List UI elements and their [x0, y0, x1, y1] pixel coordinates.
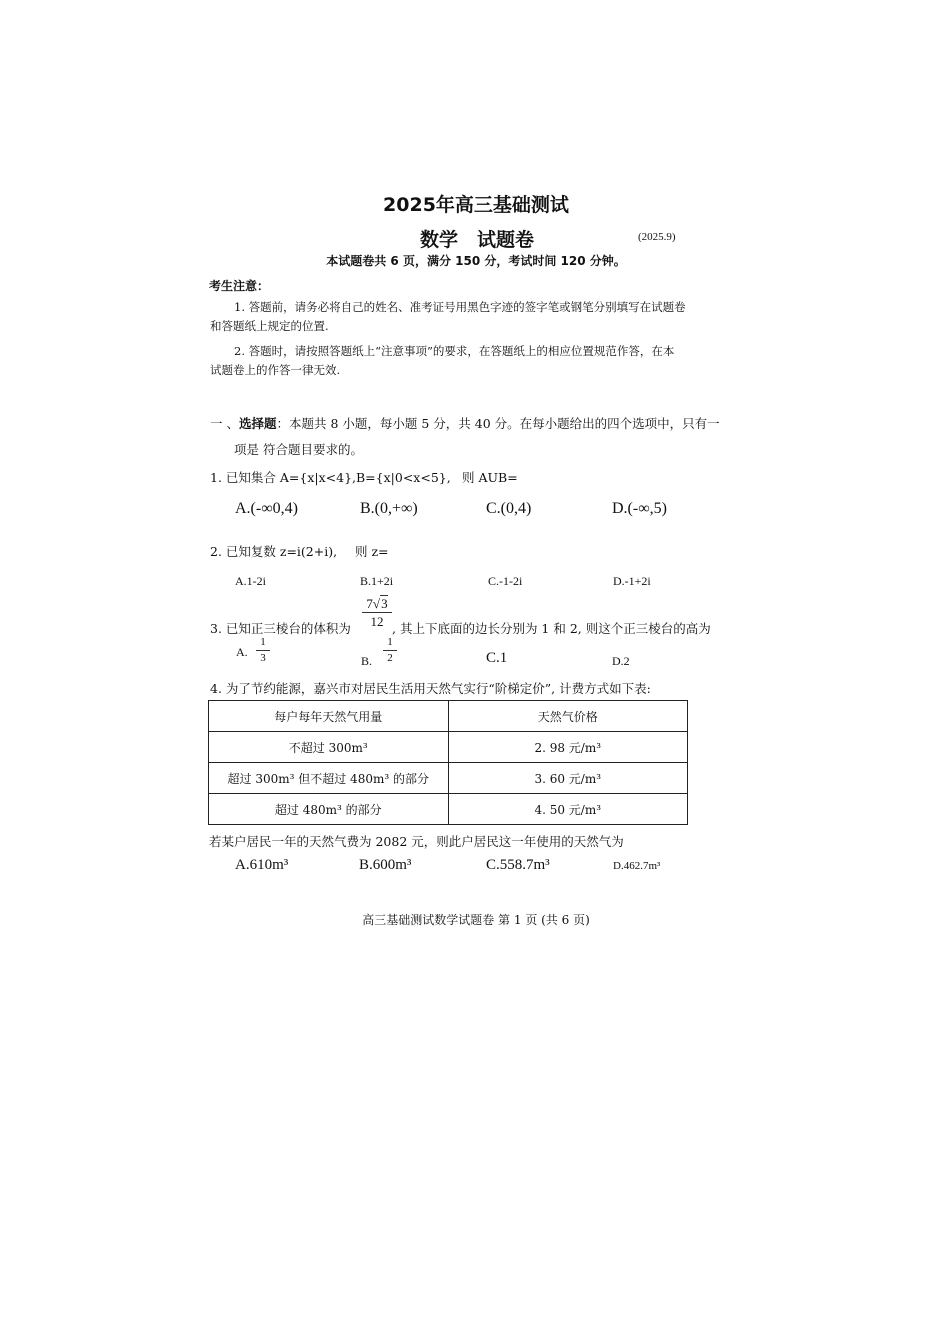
q1-stem: 1. 已知集合 A={x|x<4},B={x|0<x<5}, — [210, 470, 451, 485]
q3-option-b-label: B. — [361, 654, 373, 668]
notice-heading: 考生注意： — [209, 279, 270, 293]
q2-option-c: C.-1-2i — [488, 574, 523, 588]
q4-option-a: A.610m³ — [235, 857, 289, 873]
table-cell: 3. 60 元/m³ — [448, 763, 688, 794]
exam-info: 本试题卷共 6 页，满分 150 分，考试时间 120 分钟。 — [326, 254, 626, 268]
q2-stem-tail: 则 z= — [355, 544, 389, 559]
q4-option-b: B.600m³ — [359, 857, 412, 873]
q3-option-a-den: 3 — [260, 652, 266, 664]
notice-item-2: 2. 答题时，请按照答题纸上“注意事项”的要求，在答题纸上的相应位置规范作答，在本 — [234, 344, 675, 358]
q3-option-b-fraction — [383, 637, 397, 664]
notice-item-1-cont: 和答题纸上规定的位置. — [210, 319, 329, 333]
q3-stem-pre: 3. 已知正三棱台的体积为 — [210, 621, 351, 636]
table-cell: 不超过 300m³ — [209, 732, 449, 763]
q2-option-d: D.-1+2i — [613, 574, 651, 588]
table-row — [209, 732, 688, 763]
q2-option-a: A.1-2i — [235, 574, 266, 588]
notice-item-1: 1. 答题前，请务必将自己的姓名、准考证号用黑色字迹的签字笔或钢笔分别填写在试题卷 — [234, 300, 686, 314]
table-header-row — [209, 701, 688, 732]
q3-volume-radical: 3 — [381, 596, 388, 611]
section-desc-line2: 项是 符合题目要求的。 — [234, 442, 363, 457]
q3-option-a-num: 1 — [260, 636, 266, 648]
exam-title: 2025年高三基础测试 — [383, 194, 569, 216]
notice-item-2-cont: 试题卷上的作答一律无效. — [210, 363, 341, 377]
q3-option-a-fraction — [256, 637, 270, 664]
q2-stem: 2. 已知复数 z=i(2+i), — [210, 544, 338, 559]
q3-option-b-num: 1 — [387, 636, 393, 648]
q1-option-c: C.(0,4) — [486, 500, 532, 517]
q4-follow: 若某户居民一年的天然气费为 2082 元，则此户居民这一年使用的天然气为 — [209, 834, 624, 849]
q4-option-c: C.558.7m³ — [486, 857, 550, 873]
table-cell: 2. 98 元/m³ — [448, 732, 688, 763]
sqrt-icon: √ — [372, 596, 381, 611]
table-cell: 超过 300m³ 但不超过 480m³ 的部分 — [209, 763, 449, 794]
section-prefix: 一 、 — [210, 416, 239, 431]
exam-subtitle: 数学 试题卷 — [420, 229, 535, 251]
q3-option-b-den: 2 — [387, 652, 393, 664]
q3-option-c: C.1 — [486, 650, 508, 666]
table-header-price: 天然气价格 — [448, 701, 688, 732]
q1-option-b: B.(0,+∞) — [360, 500, 418, 517]
q3-volume-fraction — [362, 597, 392, 628]
exam-date: (2025.9) — [638, 231, 676, 243]
q2-option-b: B.1+2i — [360, 574, 394, 588]
table-header-usage: 每户每年天然气用量 — [209, 701, 449, 732]
table-cell: 4. 50 元/m³ — [448, 794, 688, 825]
q3-volume-den: 12 — [370, 614, 384, 629]
q4-stem: 4. 为了节约能源，嘉兴市对居民生活用天然气实行“阶梯定价”, 计费方式如下表: — [210, 681, 651, 696]
table-cell: 超过 480m³ 的部分 — [209, 794, 449, 825]
section-heading — [210, 414, 720, 432]
q1-stem-tail: 则 AUB= — [462, 470, 518, 485]
table-row — [209, 763, 688, 794]
q3-stem-post: , 其上下底面的边长分别为 1 和 2, 则这个正三棱台的高为 — [392, 621, 711, 636]
q3-option-d: D.2 — [612, 654, 630, 668]
q4-option-d: D.462.7m³ — [613, 860, 661, 872]
q1-option-a: A.(-∞0,4) — [235, 500, 298, 517]
section-label: 选择题 — [238, 416, 277, 431]
table-row — [209, 794, 688, 825]
section-desc: ：本题共 8 小题，每小题 5 分，共 40 分。在每小题给出的四个选项中，只有一 — [276, 416, 720, 431]
page-footer: 高三基础测试数学试题卷 第 1 页 (共 6 页) — [362, 913, 590, 927]
q3-volume-coef: 7 — [366, 596, 373, 611]
gas-price-table — [208, 700, 688, 825]
q3-option-a-label: A. — [236, 645, 248, 659]
q1-option-d: D.(-∞,5) — [612, 500, 667, 517]
